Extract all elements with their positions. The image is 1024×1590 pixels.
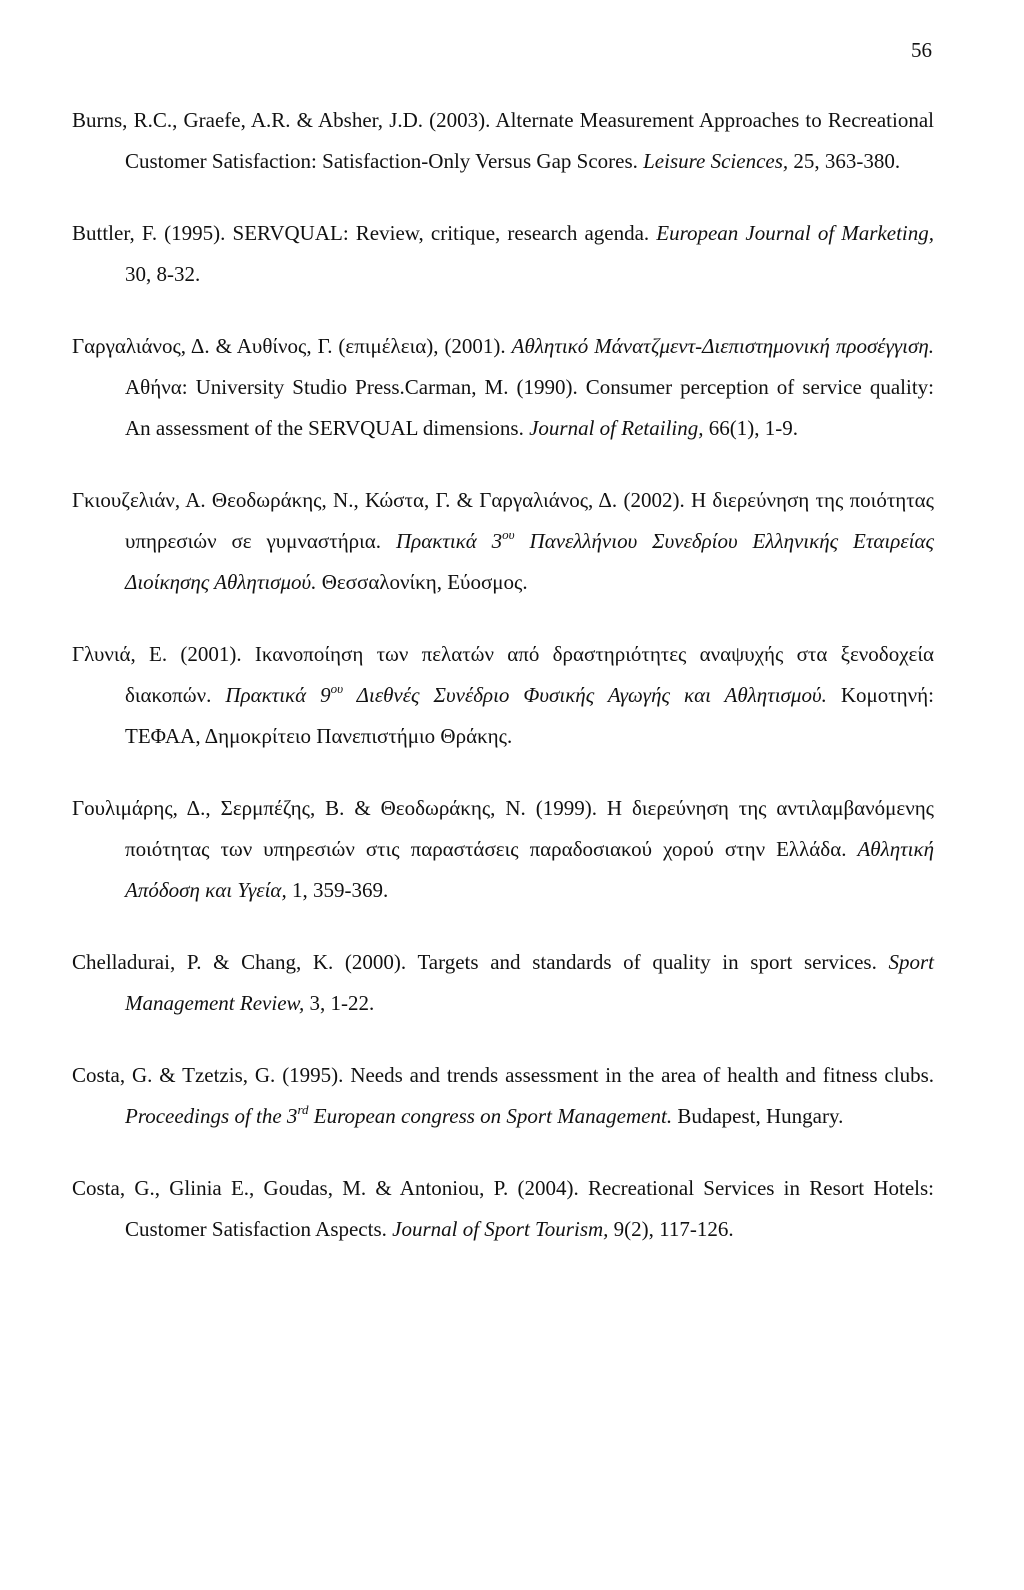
reference-italic-text: Journal of Retailing,: [529, 416, 704, 440]
reference-text: Γκιουζελιάν, Α. Θεοδωράκης, Ν., Κώστα, Γ. & Γαργαλιάνος, Δ. (2002). Η διερεύνηση της ποιότητας υπηρεσιών σε γυμναστήρια.: [72, 488, 934, 553]
page-number: 56: [911, 38, 932, 62]
reference-text: Budapest, Hungary.: [672, 1104, 844, 1128]
reference-italic-text: Πρακτικά 9: [225, 683, 331, 707]
reference-entry-costa-2004: [72, 1168, 934, 1250]
reference-italic-text: Leisure Sciences,: [643, 149, 789, 173]
reference-text: Chelladurai, P. & Chang, K. (2000). Targets and standards of quality in sport services.: [72, 950, 889, 974]
reference-list: [72, 100, 934, 1281]
reference-entry-gkiouzelian: [72, 480, 934, 603]
reference-entry-goulimaris: [72, 788, 934, 911]
reference-superscript: rd: [297, 1102, 309, 1117]
reference-italic-text: Proceedings of the 3: [125, 1104, 298, 1128]
reference-text: 25, 363-380.: [788, 149, 901, 173]
reference-entry-gargalianos-2001: [72, 326, 934, 449]
reference-text: Costa, G. & Tzetzis, G. (1995). Needs and trends assessment in the area of health and fitness clubs.: [72, 1063, 934, 1087]
reference-text: 9(2), 117-126.: [608, 1217, 734, 1241]
reference-italic-text: Αθλητική Απόδοση και Υγεία,: [125, 837, 934, 902]
reference-superscript: ου: [330, 681, 344, 696]
reference-text: Γλυνιά, Ε. (2001). Ικανοποίηση των πελατών από δραστηριότητες αναψυχής στα ξενοδοχεία διακοπών.: [72, 642, 934, 707]
reference-entry-burns: [72, 100, 934, 182]
reference-text: Γαργαλιάνος, Δ. & Αυθίνος, Γ. (επιμέλεια), (2001).: [72, 334, 512, 358]
reference-text: 3, 1-22.: [304, 991, 375, 1015]
reference-italic-text: European Journal of Marketing,: [656, 221, 934, 245]
reference-text: Buttler, F. (1995). SERVQUAL: Review, critique, research agenda.: [72, 221, 657, 245]
reference-entry-costa-1995: [72, 1055, 934, 1137]
reference-text: Costa, G., Glinia E., Goudas, M. & Antoniou, P. (2004). Recreational Services in Resort Hotels: Customer Satisfaction Aspects.: [72, 1176, 934, 1241]
reference-italic-text: Πανελλήνιου Συνεδρίου Ελληνικής Εταιρείας Διοίκησης Αθλητισμού.: [125, 529, 934, 594]
reference-italic-text: Πρακτικά 3: [395, 529, 503, 553]
reference-text: 30, 8-32.: [125, 262, 201, 286]
reference-text: Burns, R.C., Graefe, A.R. & Absher, J.D. (2003). Alternate Measurement Approaches to Recreational Customer Satisfaction: Satisfaction-Only Versus Gap Scores.: [72, 108, 934, 173]
reference-text: Κομοτηνή: ΤΕΦΑΑ, Δημοκρίτειο Πανεπιστήμιο Θράκης.: [125, 683, 934, 748]
reference-text: Αθήνα: University Studio Press.Carman, M. (1990). Consumer perception of service quality: An assessment of the SERVQUAL dimensions.: [125, 375, 934, 440]
reference-text: Γουλιμάρης, Δ., Σερμπέζης, Β. & Θεοδωράκης, Ν. (1999). Η διερεύνηση της αντιλαμβανόμενης ποιότητας των υπηρεσιών στις παραστάσεις παραδοσιακού χορού στην Ελλάδα.: [72, 796, 934, 861]
reference-entry-chelladurai: [72, 942, 934, 1024]
reference-italic-text: Sport Management Review,: [125, 950, 934, 1015]
reference-text: Θεσσαλονίκη, Εύοσμος.: [316, 570, 528, 594]
reference-superscript: ου: [502, 527, 515, 542]
reference-italic-text: European congress on Sport Management.: [308, 1104, 673, 1128]
reference-entry-buttler: [72, 213, 934, 295]
reference-text: 1, 359-369.: [286, 878, 389, 902]
reference-italic-text: Journal of Sport Tourism,: [392, 1217, 609, 1241]
reference-italic-text: Αθλητικό Μάνατζμεντ-Διεπιστημονική προσέγγιση.: [511, 334, 934, 358]
reference-entry-glynia: [72, 634, 934, 757]
reference-italic-text: Διεθνές Συνέδριο Φυσικής Αγωγής και Αθλητισμού.: [343, 683, 827, 707]
reference-text: 66(1), 1-9.: [703, 416, 798, 440]
